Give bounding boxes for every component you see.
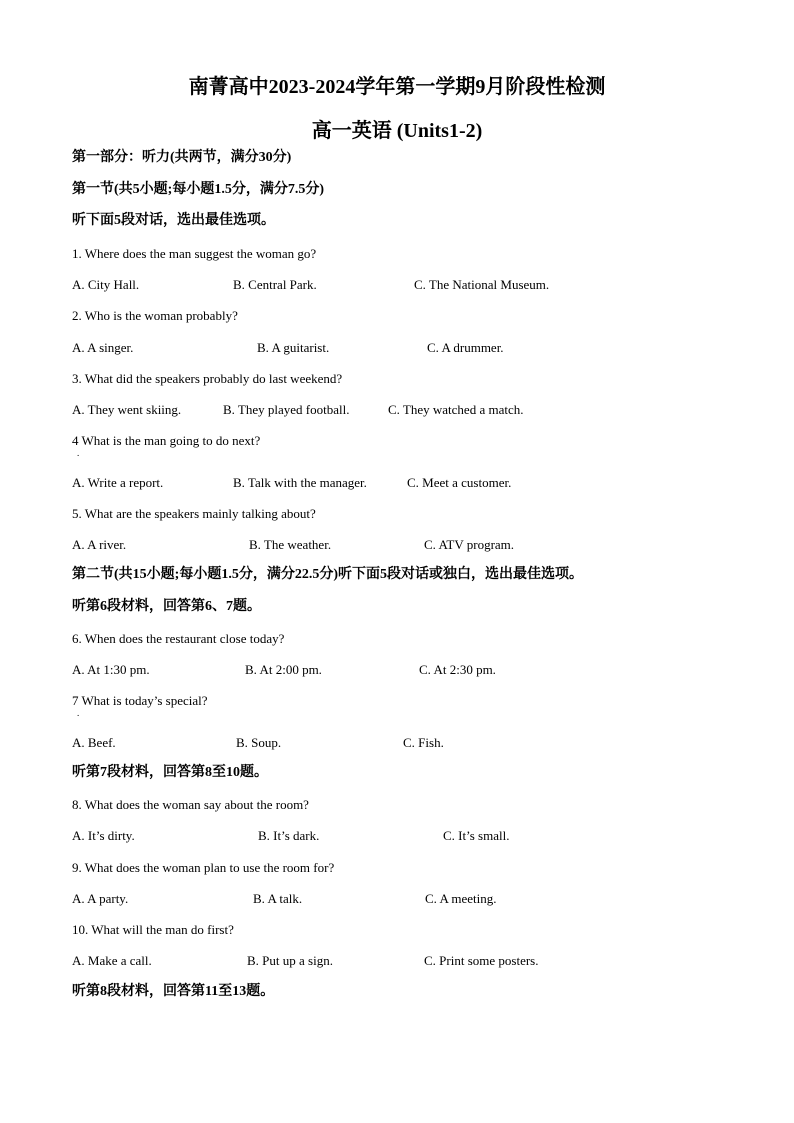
option-b: B. The weather. (249, 537, 332, 552)
question-text: 2. Who is the woman probably? (72, 308, 238, 323)
section-heading: 第一节(共5小题;每小题1.5分，满分7.5分) (72, 182, 324, 197)
option-c: C. Fish. (403, 735, 444, 750)
option-c: C. Meet a customer. (407, 475, 512, 490)
material-heading: 听第8段材料，回答第11至13题。 (72, 984, 275, 999)
option-b: B. It’s dark. (258, 828, 320, 843)
question-text: 6. When does the restaurant close today? (72, 631, 285, 646)
option-b: B. At 2:00 pm. (245, 662, 322, 677)
question-text: 10. What will the man do first? (72, 922, 234, 937)
question-text: 1. Where does the man suggest the woman go? (72, 246, 317, 261)
part-heading: 第一部分：听力(共两节，满分30分) (72, 150, 292, 165)
section-instruction: 听下面5段对话，选出最佳选项。 (72, 213, 275, 228)
option-b: B. Soup. (236, 735, 282, 750)
option-a: A. Write a report. (72, 475, 164, 490)
option-c: C. The National Museum. (414, 277, 550, 292)
section-heading: 第二节(共15小题;每小题1.5分，满分22.5分)听下面5段对话或独白，选出最佳选项。 (72, 567, 583, 582)
option-c: C. At 2:30 pm. (419, 662, 496, 677)
option-c: C. Print some posters. (424, 953, 539, 968)
material-heading: 听第6段材料，回答第6、7题。 (72, 599, 261, 614)
option-b: B. They played football. (223, 402, 350, 417)
option-c: C. A meeting. (425, 891, 497, 906)
option-a: A. They went skiing. (72, 402, 182, 417)
option-c: C. ATV program. (424, 537, 515, 552)
option-b: B. A guitarist. (257, 340, 330, 355)
option-b: B. A talk. (253, 891, 303, 906)
option-c: C. They watched a match. (388, 402, 524, 417)
stray-dot: . (77, 448, 80, 458)
stray-dot: . (77, 708, 80, 718)
option-a: A. Beef. (72, 735, 116, 750)
question-text: 4 What is the man going to do next? (72, 433, 261, 448)
question-text: 9. What does the woman plan to use the room for? (72, 860, 335, 875)
page-title: 南菁高中2023-2024学年第一学期9月阶段性检测 (188, 76, 606, 98)
option-a: A. A singer. (72, 340, 134, 355)
option-a: A. City Hall. (72, 277, 140, 292)
option-b: B. Talk with the manager. (233, 475, 367, 490)
option-c: C. A drummer. (427, 340, 504, 355)
option-a: A. At 1:30 pm. (72, 662, 150, 677)
option-a: A. It’s dirty. (72, 828, 135, 843)
question-text: 5. What are the speakers mainly talking about? (72, 506, 316, 521)
option-a: A. A river. (72, 537, 127, 552)
option-a: A. A party. (72, 891, 129, 906)
question-text: 7 What is today’s special? (72, 693, 208, 708)
question-text: 3. What did the speakers probably do last weekend? (72, 371, 343, 386)
page-subtitle: 高一英语 (Units1-2) (311, 120, 483, 142)
question-text: 8. What does the woman say about the room? (72, 797, 309, 812)
option-a: A. Make a call. (72, 953, 152, 968)
option-b: B. Central Park. (233, 277, 317, 292)
option-c: C. It’s small. (443, 828, 510, 843)
option-b: B. Put up a sign. (247, 953, 333, 968)
material-heading: 听第7段材料，回答第8至10题。 (72, 765, 268, 780)
